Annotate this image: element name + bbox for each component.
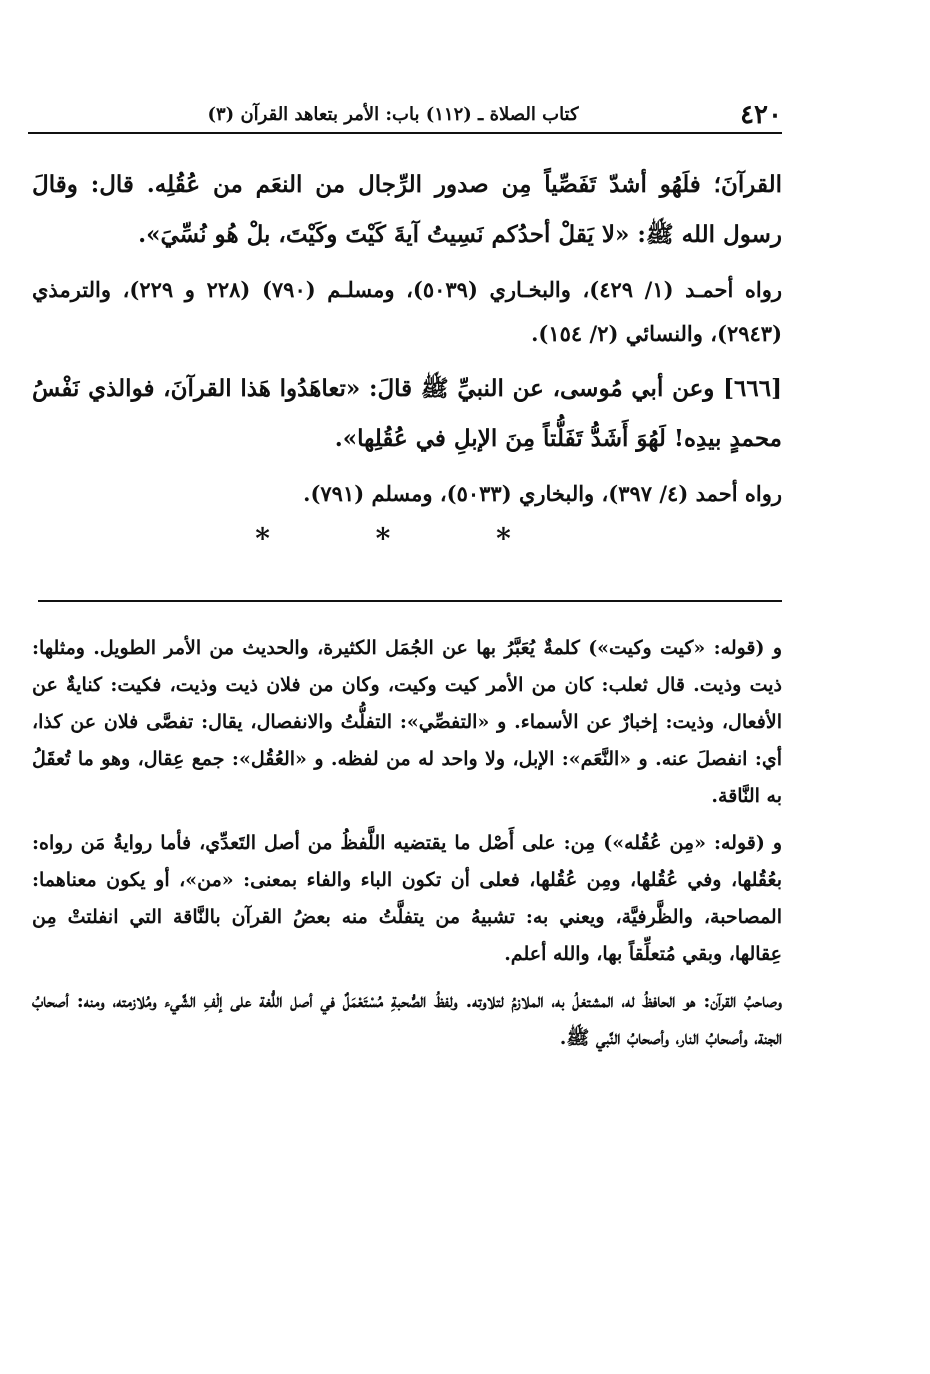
- hadith-takhrij: رواه أحمـد (١/ ٤٢٩)، والبخـاري (٥٠٣٩)، ومسلـم (٧٩٠) (٢٢٨ و ٢٢٩)، والترمذي (٢٩٤٣)، والنسائي (٢/ ١٥٤).: [32, 277, 783, 346]
- hadith-text-continued: القرآنَ؛ فلَهُو أشدّ تَفَصِّياً مِن صدور الرِّجال من النعَم من عُقُلِه. قال: وقالَ رسول الله ﷺ: «لا يَقلْ أحدُكم نَسِيتُ آيةَ كَيْتَ وكَيْتَ، بلْ هُو نُسِّيَ».: [32, 171, 782, 248]
- main-text: [32, 160, 782, 554]
- commentary-paragraph: و (قوله: «كيت وكيت») كلمةٌ يُعَبَّرُ بها عن الجُمَل الكثيرة، والحديث من الأمر الطويل. ومثلها: ذيت وذيت. قال ثعلب: كان من الأمر كيت وكيت، وكان من فلان ذيت وذيت، فكيت: كنايةٌ عن الأفعال، وذيت: إخبارٌ عن الأسماء. و «التفصِّي»: التفلُّتُ والانفصال، يقال: تفصَّى فلان عن كذا، أي: انفصلَ عنه. و «النَّعَم»: الإبل، ولا واحد له من لفظه. و «العُقُل»: جمع عِقال، وهو ما تُعقَلُ به النَّاقة.: [32, 637, 782, 807]
- hadith-666-takhrij: رواه أحمد (٤/ ٣٩٧)، والبخاري (٥٠٣٣)، ومسلم (٧٩١).: [303, 481, 782, 506]
- running-title: (٣) كتاب الصلاة ـ (١١٢) باب: الأمر بتعاهد القرآن: [207, 104, 579, 125]
- page-header: [28, 100, 782, 134]
- commentary-paragraph: وصاحبُ القرآن: هو الحافظُ له، المشتغلُ به، الملازمُ لتلاوته. ولفظُ الصُّحبةِ مُسْتَعْمَلٌ في أصل اللُّغة على إلْفِ الشَّيء ومُلازمته، ومنه: أصحابُ الجنة، وأصحابُ النار، وأصحابُ النَّبي ﷺ.: [32, 990, 782, 1049]
- section-divider-stars: * * *: [255, 522, 559, 555]
- page-number: ٤٢٠: [740, 100, 782, 130]
- commentary-paragraph: و (قوله: «مِن عُقُله») مِن: على أَصْل ما يقتضيه اللَّفظُ من أصل التَعدِّي، فأما روايةُ مَن رواه: بعُقُلها، وفي عُقُلها، ومِن عُقُلها، فعلى أن تكون الباء والفاء بمعنى: «من»، أو يكون معناهما: المصاحبة، والظَّرفيَّة، ويعني به: تشبيهُ من يتفلَّتُ منه بعضُ القرآن بالنَّاقة التي انفلتتْ مِن عِقالها، وبقي مُتعلِّقاً بها، والله أعلم.: [32, 832, 782, 965]
- commentary: [32, 630, 782, 1067]
- hadith-666: [٦٦٦] وعن أبي مُوسى، عن النبيِّ ﷺ قالَ: «تعاهَدُوا هَذا القرآنَ، فوالذي نَفْسُ محمدٍ بيدِه! لَهُوَ أَشَدُّ تَفَلُّتاً مِنَ الإبلِ في عُقُلِها».: [32, 375, 782, 452]
- footnote-separator: [38, 600, 782, 602]
